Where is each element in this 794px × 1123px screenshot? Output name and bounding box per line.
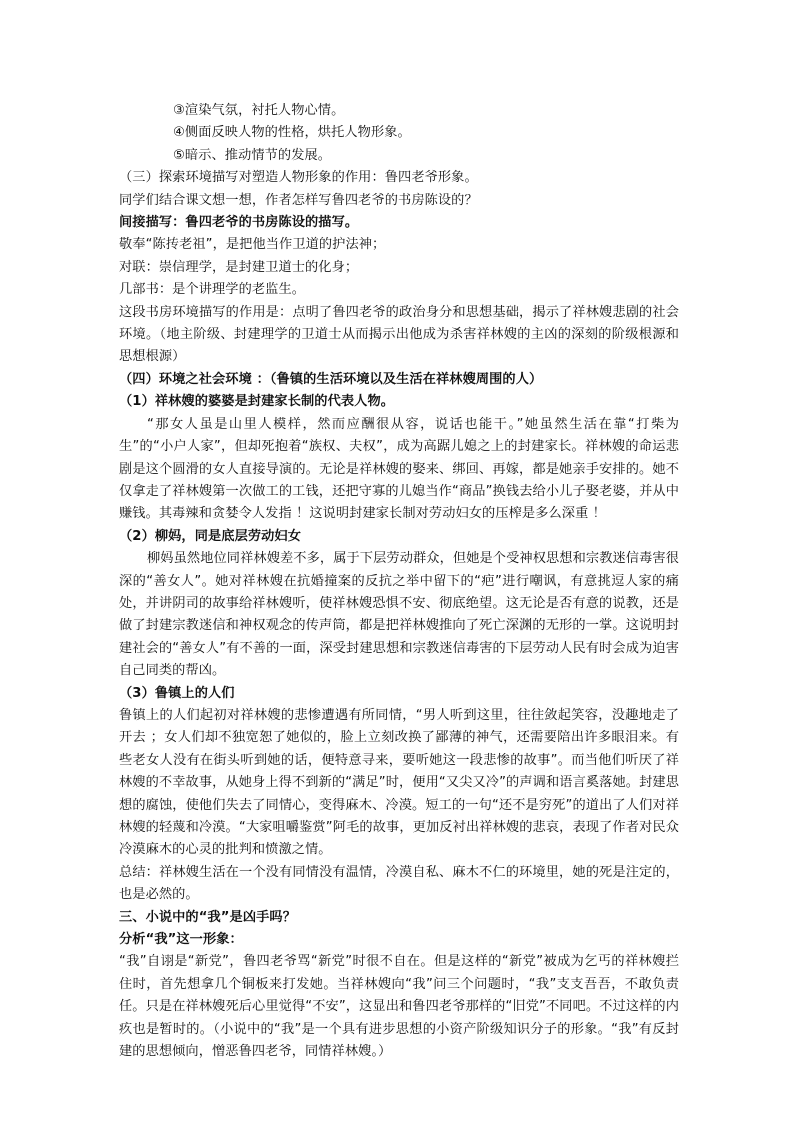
section3-question: 同学们结合课文想一想，作者怎样写鲁四老爷的书房陈设的？: [119, 192, 478, 208]
analysis-heading: 分析“我”这一形象：: [119, 932, 243, 948]
document-body: [119, 100, 679, 1063]
list-item: ④侧面反映人物的性格，烘托人物形象。: [173, 125, 411, 141]
item1-text: “那女人虽是山里人模样，然而应酬很从容，说话也能干。”她虽然生活在靠“打柴为生”的“小户人家”，但却死抱着“族权、夫权”，成为高踞儿媳之上的封建家长。祥林嫂的命运悲剧是这个圆滑的女人直接导演的。无论是祥林嫂的娶来、绑回、再嫁，都是她亲手安排的。她不仅拿走了祥林嫂第一次做工的工钱，还把守寡的儿媳当作“商品”换钱去给小儿子娶老婆，并从中赚钱。其毒辣和贪婪令人发指 ！这说明封建家长制对劳动妇女的压榨是多么深重 ！: [119, 416, 679, 522]
item1-title: （1）祥林嫂的婆婆是封建家长制的代表人物。: [119, 394, 395, 410]
study-item: 敬奉“陈抟老祖”，是把他当作卫道的护法神；: [119, 237, 386, 253]
study-summary: 这段书房环境描写的作用是：点明了鲁四老爷的政治身分和思想基础，揭示了祥林嫂悲剧的社会环境。（地主阶级、封建理学的卫道士从而揭示出他成为杀害祥林嫂的主凶的深刻的阶级根源和思想根源）: [119, 304, 679, 365]
indirect-description-heading: 间接描写：鲁四老爷的书房陈设的描写。: [119, 215, 359, 231]
item2-title: （2）柳妈，同是底层劳动妇女: [119, 528, 302, 544]
item2-text: 柳妈虽然地位同祥林嫂差不多，属于下层劳动群众，但她是个受神权思想和宗教迷信毒害很深的“善女人”。她对祥林嫂在抗婚撞案的反抗之举中留下的“疤”进行嘲讽，有意挑逗人家的痛处，并讲阴司的故事给祥林嫂听，使祥林嫂恐惧不安、彻底绝望。这无论是否有意的说教，还是做了封建宗教迷信和神权观念的传声筒，都是把祥林嫂推向了死亡深渊的无形的一掌。这说明封建社会的“善女人”有不善的一面，深受封建思想和宗教迷信毒害的下层劳动人民有时会成为迫害自己同类的帮凶。: [119, 551, 679, 679]
part3-title: 三、小说中的“我”是凶手吗？: [119, 909, 296, 925]
study-item: 对联：崇信理学，是封建卫道士的化身；: [119, 259, 359, 275]
list-item: ⑤暗示、推动情节的发展。: [173, 147, 332, 163]
study-item: 几部书：是个讲理学的老监生。: [119, 282, 306, 298]
section3-title: （三）探索环境描写对塑造人物形象的作用：鲁四老爷形象。: [119, 170, 478, 186]
item3-title: （3）鲁镇上的人们: [119, 685, 235, 701]
list-item: ③渲染气氛，衬托人物心情。: [173, 103, 345, 118]
summary: 总结：祥林嫂生活在一个没有同情没有温情，冷漠自私、麻木不仁的环境里，她的死是注定的，也是必然的。: [119, 864, 679, 903]
section4-title: （四）环境之社会环境 ：（鲁镇的生活环境以及生活在祥林嫂周围的人）: [119, 371, 543, 387]
item3-text: 鲁镇上的人们起初对祥林嫂的悲惨遭遇有所同情，“男人听到这里，往往敛起笑容，没趣地走了开去 ；女人们却不独宽恕了她似的，脸上立刻改换了鄙薄的神气，还需要陪出许多眼泪来。有些老女人没有在街头听到她的话，便特意寻来，要听她这一段悲惨的故事”。而当他们听厌了祥林嫂的不幸故事，从她身上得不到新的“满足”时，便用“又尖又冷”的声调和语言奚落她。封建思想的腐蚀，使他们失去了同情心，变得麻木、冷漠。短工的一句“还不是穷死”的道出了人们对祥林嫂的轻蔑和冷漠。“大家咀嚼鉴赏”阿毛的故事，更加反衬出祥林嫂的悲哀，表现了作者对民众冷漠麻木的心灵的批判和愤激之情。: [119, 707, 679, 858]
analysis-text: “我”自诩是“新党”，鲁四老爷骂“新党”时很不自在。但是这样的“新党”被成为乞丐的祥林嫂拦住时，首先想拿几个铜板来打发她。当祥林嫂向“我”问三个问题时，“我”支支吾吾，不敢负责任。只是在祥林嫂死后心里觉得“不安”，这显出和鲁四老爷那样的“旧党”不同吧。不过这样的内疚也是暂时的。（小说中的“我”是一个具有进步思想的小资产阶级知识分子的形象。“我”有反封建的思想倾向，憎恶鲁四老爷，同情祥林嫂。）: [119, 954, 679, 1060]
